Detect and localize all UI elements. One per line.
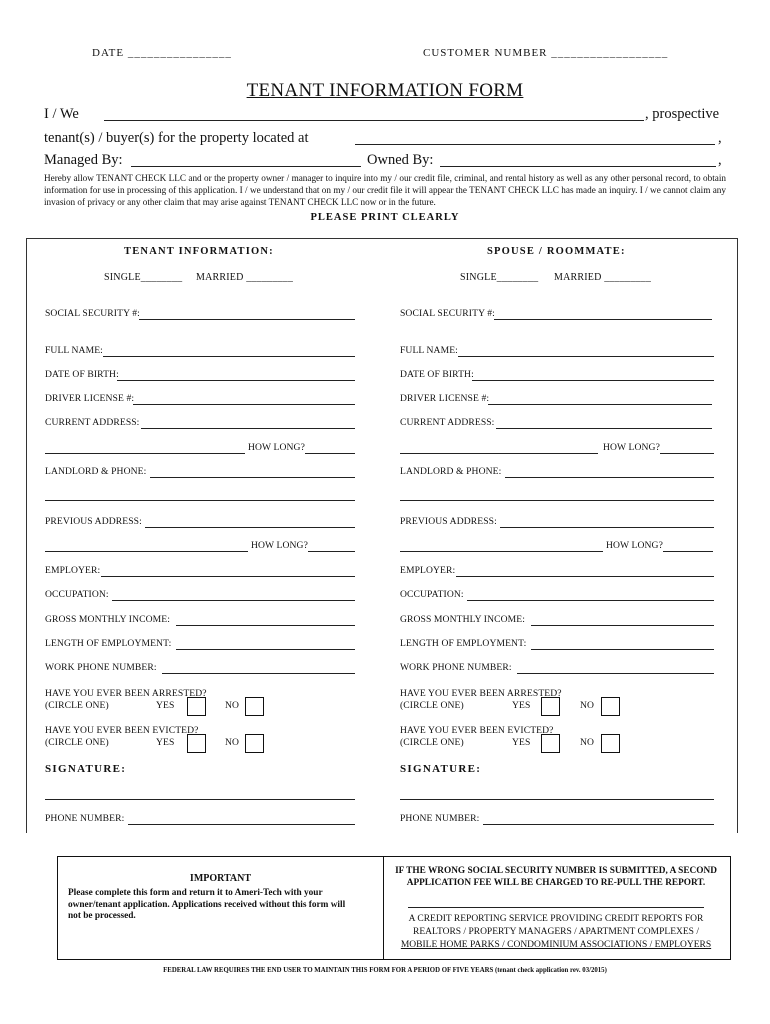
spouse-married-field[interactable]: MARRIED _________ — [554, 272, 652, 283]
spouse-dob-label: DATE OF BIRTH: — [400, 369, 474, 380]
spouse-ssn-label: SOCIAL SECURITY #: — [400, 308, 495, 319]
tenant-length-label: LENGTH OF EMPLOYMENT: — [45, 638, 172, 649]
tenant-previous-address-line-2[interactable] — [45, 551, 248, 552]
spouse-full-name-label: FULL NAME: — [400, 345, 458, 356]
tenant-occupation-label: OCCUPATION: — [45, 589, 109, 600]
spouse-employer-line[interactable] — [456, 576, 714, 577]
important-body: Please complete this form and return it to Ameri-Tech with your owner/tenant application. Applications received without this form will not be processed. — [68, 888, 346, 921]
tenant-how-long-1-line[interactable] — [305, 453, 355, 454]
important-box — [57, 856, 384, 960]
spouse-occupation-label: OCCUPATION: — [400, 589, 464, 600]
tenant-full-name-label: FULL NAME: — [45, 345, 103, 356]
tenant-married-field[interactable]: MARRIED _________ — [196, 272, 294, 283]
spouse-dl-label: DRIVER LICENSE #: — [400, 393, 490, 404]
spouse-occupation-line[interactable] — [467, 600, 714, 601]
spouse-previous-address-line-2[interactable] — [400, 551, 603, 552]
spouse-arrested-no[interactable]: NO — [580, 700, 595, 711]
form-title: TENANT INFORMATION FORM — [246, 80, 524, 101]
spouse-how-long-1-line[interactable] — [660, 453, 714, 454]
tenant-landlord-line-2[interactable] — [45, 500, 355, 501]
spouse-landlord-line[interactable] — [505, 477, 714, 478]
tenant-income-line[interactable] — [176, 625, 355, 626]
spouse-evicted-no-box[interactable] — [601, 734, 620, 753]
tenants-label: tenant(s) / buyer(s) for the property located at — [44, 130, 309, 146]
tenant-evicted-yes-box[interactable] — [187, 734, 206, 753]
footer-notice: FEDERAL LAW REQUIRES THE END USER TO MAINTAIN THIS FORM FOR A PERIOD OF FIVE YEARS (tenant check application rev. 03/2015) — [163, 967, 607, 974]
tenant-how-long-1-label: HOW LONG? — [248, 442, 305, 453]
tenant-how-long-2-label: HOW LONG? — [251, 540, 308, 551]
owned-by-label: Owned By: — [367, 152, 434, 168]
comma-1: , — [718, 130, 722, 146]
spouse-how-long-1-label: HOW LONG? — [603, 442, 660, 453]
tenant-phone-label: PHONE NUMBER: — [45, 813, 125, 824]
warning-divider — [408, 907, 704, 908]
spouse-single-field[interactable]: SINGLE________ — [460, 272, 539, 283]
tenant-arrested-no[interactable]: NO — [225, 700, 240, 711]
warning-box — [382, 856, 731, 960]
spouse-work-phone-label: WORK PHONE NUMBER: — [400, 662, 512, 673]
tenant-circle-2-label: (CIRCLE ONE) — [45, 737, 109, 748]
spouse-landlord-label: LANDLORD & PHONE: — [400, 466, 502, 477]
tenant-current-address-line[interactable] — [141, 428, 355, 429]
spouse-length-line[interactable] — [531, 649, 714, 650]
spouse-arrested-label: HAVE YOU EVER BEEN ARRESTED? — [400, 688, 562, 699]
tenant-employer-line[interactable] — [101, 576, 355, 577]
spouse-evicted-yes-box[interactable] — [541, 734, 560, 753]
tenant-dob-label: DATE OF BIRTH: — [45, 369, 119, 380]
print-clearly-label: PLEASE PRINT CLEARLY — [310, 212, 460, 223]
spouse-arrested-yes-box[interactable] — [541, 697, 560, 716]
spouse-how-long-2-label: HOW LONG? — [606, 540, 663, 551]
spouse-length-label: LENGTH OF EMPLOYMENT: — [400, 638, 527, 649]
spouse-landlord-line-2[interactable] — [400, 500, 714, 501]
spouse-signature-label: SIGNATURE: — [400, 763, 482, 775]
owned-by-line[interactable] — [440, 166, 716, 167]
spouse-evicted-label: HAVE YOU EVER BEEN EVICTED? — [400, 725, 554, 736]
tenant-single-field[interactable]: SINGLE________ — [104, 272, 183, 283]
spouse-income-label: GROSS MONTHLY INCOME: — [400, 614, 525, 625]
tenant-current-address-label: CURRENT ADDRESS: — [45, 417, 140, 428]
tenant-evicted-no[interactable]: NO — [225, 737, 240, 748]
service-line-2: REALTORS / PROPERTY MANAGERS / APARTMENT COMPLEXES / — [413, 927, 699, 937]
spouse-heading: SPOUSE / ROOMMATE: — [487, 246, 626, 257]
spouse-arrested-no-box[interactable] — [601, 697, 620, 716]
i-we-label: I / We — [44, 106, 79, 122]
tenant-evicted-yes[interactable]: YES — [156, 737, 175, 748]
tenant-dl-label: DRIVER LICENSE #: — [45, 393, 135, 404]
tenant-work-phone-label: WORK PHONE NUMBER: — [45, 662, 157, 673]
tenant-signature-label: SIGNATURE: — [45, 763, 127, 775]
spouse-full-name-line[interactable] — [458, 356, 714, 357]
spouse-arrested-yes[interactable]: YES — [512, 700, 531, 711]
spouse-income-line[interactable] — [531, 625, 714, 626]
tenant-signature-line[interactable] — [45, 799, 355, 800]
tenant-ssn-line[interactable] — [139, 319, 355, 320]
spouse-current-address-line-2[interactable] — [400, 453, 598, 454]
tenant-ssn-label: SOCIAL SECURITY #: — [45, 308, 140, 319]
spouse-evicted-yes[interactable]: YES — [512, 737, 531, 748]
tenant-landlord-line[interactable] — [150, 477, 355, 478]
prospective-label: , prospective — [645, 106, 720, 122]
spouse-previous-address-line[interactable] — [500, 527, 714, 528]
tenant-previous-address-label: PREVIOUS ADDRESS: — [45, 516, 142, 527]
spouse-signature-line[interactable] — [400, 799, 714, 800]
spouse-circle-1-label: (CIRCLE ONE) — [400, 700, 464, 711]
customer-number-label[interactable]: CUSTOMER NUMBER __________________ — [423, 47, 669, 59]
spouse-dob-line[interactable] — [472, 380, 714, 381]
tenant-how-long-2-line[interactable] — [308, 551, 355, 552]
important-heading: IMPORTANT — [189, 873, 252, 884]
spouse-circle-2-label: (CIRCLE ONE) — [400, 737, 464, 748]
tenant-circle-1-label: (CIRCLE ONE) — [45, 700, 109, 711]
spouse-work-phone-line[interactable] — [517, 673, 714, 674]
tenant-previous-address-line[interactable] — [145, 527, 355, 528]
spouse-evicted-no[interactable]: NO — [580, 737, 595, 748]
tenant-arrested-label: HAVE YOU EVER BEEN ARRESTED? — [45, 688, 207, 699]
tenant-employer-label: EMPLOYER: — [45, 565, 101, 576]
ssn-warning-text: IF THE WRONG SOCIAL SECURITY NUMBER IS SUBMITTED, A SECOND APPLICATION FEE WILL BE CHARGED TO RE-PULL THE REPORT. — [395, 866, 717, 888]
tenant-info-heading: TENANT INFORMATION: — [124, 246, 274, 257]
property-line[interactable] — [355, 144, 715, 145]
tenant-dl-line[interactable] — [133, 404, 355, 405]
spouse-dl-line[interactable] — [488, 404, 712, 405]
tenant-occupation-line[interactable] — [112, 600, 355, 601]
tenant-phone-line[interactable] — [128, 824, 355, 825]
spouse-current-address-label: CURRENT ADDRESS: — [400, 417, 495, 428]
tenant-dob-line[interactable] — [117, 380, 355, 381]
form-panel — [26, 238, 738, 834]
tenant-full-name-line[interactable] — [103, 356, 355, 357]
tenant-length-line[interactable] — [176, 649, 355, 650]
tenant-evicted-no-box[interactable] — [245, 734, 264, 753]
spouse-phone-label: PHONE NUMBER: — [400, 813, 480, 824]
spouse-employer-label: EMPLOYER: — [400, 565, 456, 576]
managed-by-label: Managed By: — [44, 152, 123, 168]
tenant-landlord-label: LANDLORD & PHONE: — [45, 466, 147, 477]
names-line[interactable] — [104, 120, 644, 121]
tenant-arrested-no-box[interactable] — [245, 697, 264, 716]
tenant-arrested-yes[interactable]: YES — [156, 700, 175, 711]
tenant-evicted-label: HAVE YOU EVER BEEN EVICTED? — [45, 725, 199, 736]
service-line-3: MOBILE HOME PARKS / CONDOMINIUM ASSOCIATIONS / EMPLOYERS — [400, 940, 712, 950]
tenant-work-phone-line[interactable] — [162, 673, 355, 674]
date-field-label[interactable]: DATE ________________ — [92, 47, 232, 59]
tenant-current-address-line-2[interactable] — [45, 453, 245, 454]
spouse-current-address-line[interactable] — [496, 428, 712, 429]
service-line-1: A CREDIT REPORTING SERVICE PROVIDING CREDIT REPORTS FOR — [408, 914, 704, 924]
spouse-phone-line[interactable] — [483, 824, 714, 825]
spouse-ssn-line[interactable] — [494, 319, 712, 320]
comma-2: , — [718, 152, 722, 168]
spouse-previous-address-label: PREVIOUS ADDRESS: — [400, 516, 497, 527]
tenant-arrested-yes-box[interactable] — [187, 697, 206, 716]
authorization-paragraph: Hereby allow TENANT CHECK LLC and or the property owner / manager to inquire into my / our credit file, criminal, and rental history as well as any other personal record, to obtain information for use in processing of this application. I / we understand that on my / our credit file it will appear the TENANT CHECK LLC has made an inquiry. I / we cannot claim any invasion of privacy or any other claim that may arise against TENANT CHECK LLC now or in the future. — [44, 173, 726, 207]
managed-by-line[interactable] — [131, 166, 361, 167]
tenant-income-label: GROSS MONTHLY INCOME: — [45, 614, 170, 625]
spouse-how-long-2-line[interactable] — [663, 551, 713, 552]
